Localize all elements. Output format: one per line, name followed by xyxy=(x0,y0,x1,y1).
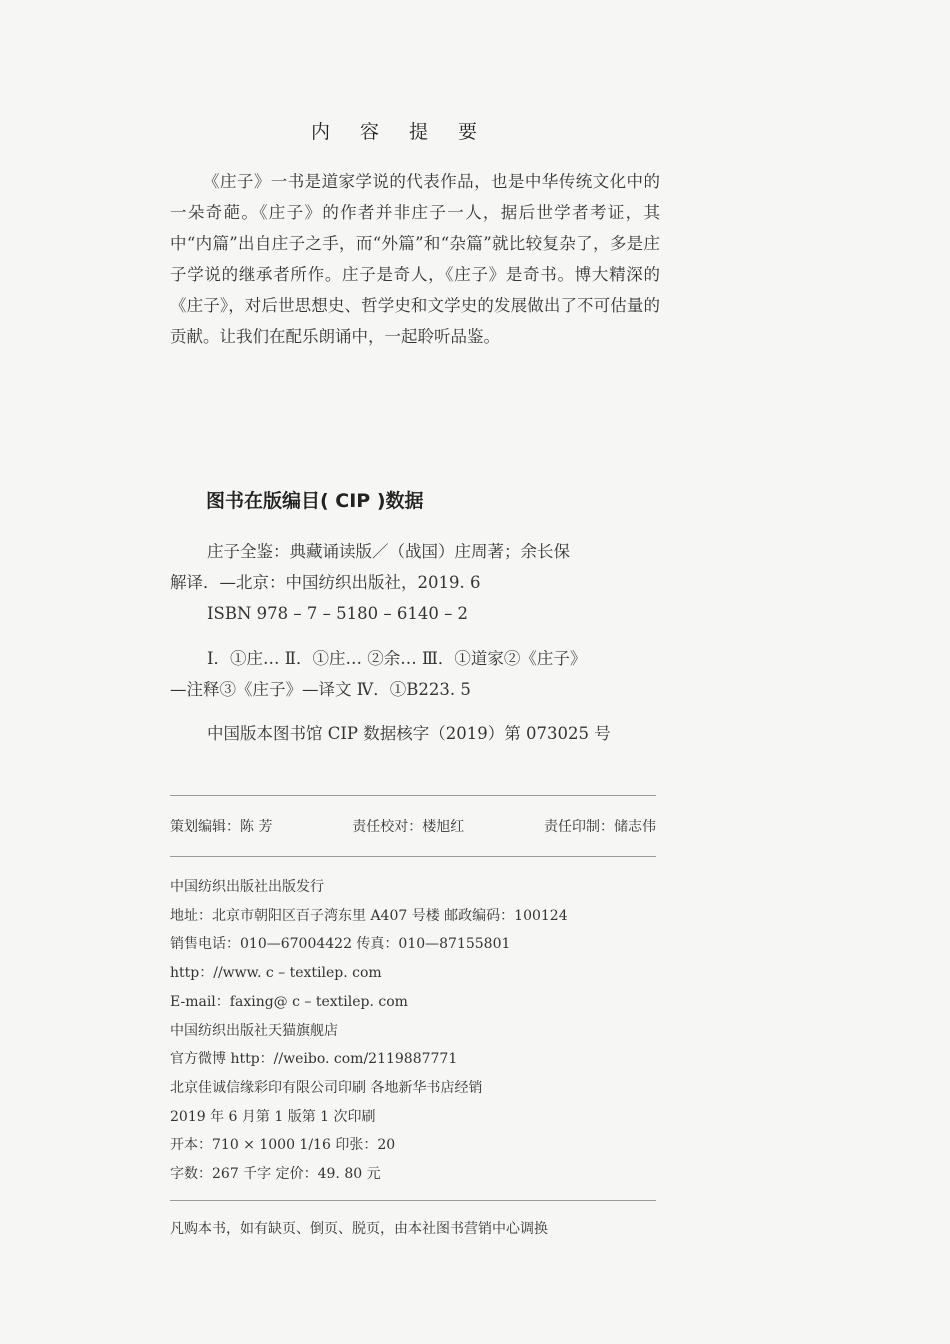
cip-isbn: ISBN 978 – 7 – 5180 – 6140 – 2 xyxy=(207,604,469,623)
imprint-line: 中国纺织出版社天猫旗舰店 xyxy=(170,1022,338,1039)
imprint-line: 开本：710 × 1000 1/16 印张：20 xyxy=(170,1137,396,1154)
divider-bottom xyxy=(170,1200,656,1201)
cip-entry-line1: 庄子全鉴：典藏诵读版／（战国）庄周著；余长保 xyxy=(207,542,570,561)
divider-middle xyxy=(170,856,656,857)
imprint-line: 地址：北京市朝阳区百子湾东里 A407 号楼 邮政编码：100124 xyxy=(170,907,568,924)
imprint-line: 字数：267 千字 定价：49. 80 元 xyxy=(170,1166,381,1183)
planning-editor: 策划编辑：陈 芳 xyxy=(170,819,273,835)
imprint-line: E-mail：faxing@ c – textilep. com xyxy=(170,993,408,1010)
imprint-line: http：//www. c – textilep. com xyxy=(170,965,382,982)
imprint xyxy=(170,873,670,1189)
cip-record-number xyxy=(170,718,680,749)
replacement-notice: 凡购本书，如有缺页、倒页、脱页，由本社图书营销中心调换 xyxy=(170,1221,548,1237)
summary-title: 内 容 提 要 xyxy=(310,121,490,143)
imprint-line: 北京佳诚信缘彩印有限公司印刷 各地新华书店经销 xyxy=(170,1079,483,1096)
imprint-line: 中国纺织出版社出版发行 xyxy=(170,879,324,895)
divider-top xyxy=(170,795,656,796)
cip-entry-line2: 解译．—北京：中国纺织出版社，2019. 6 xyxy=(170,573,481,592)
cip-subject-line2: —注释③《庄子》—译文 Ⅳ．①B223. 5 xyxy=(170,680,471,699)
imprint-line: 销售电话：010—67004422 传真：010—87155801 xyxy=(170,936,511,953)
imprint-line: 官方微博 http：//weibo. com/2119887771 xyxy=(170,1051,458,1068)
cip-entry xyxy=(170,536,680,629)
proofreader: 责任校对：楼旭红 xyxy=(352,819,465,835)
cip-subject xyxy=(170,643,680,705)
print-supervisor: 责任印制：储志伟 xyxy=(543,819,656,835)
staff-row xyxy=(170,816,656,836)
cip-subject-line1: Ⅰ．①庄… Ⅱ．①庄… ②余… Ⅲ．①道家②《庄子》 xyxy=(207,649,587,668)
cip-record-number-text: 中国版本图书馆 CIP 数据核字（2019）第 073025 号 xyxy=(207,724,611,743)
summary-body: 《庄子》一书是道家学说的代表作品，也是中华传统文化中的一朵奇葩。《庄子》的作者并非庄子一人，据后世学者考证，其中“内篇”出自庄子之手，而“外篇”和“杂篇”就比较复杂了，多是庄子学说的继承者所作。庄子是奇人，《庄子》是奇书。博大精深的《庄子》，对后世思想史、哲学史和文学史的发展做出了不可估量的贡献。让我们在配乐朗诵中，一起聆听品鉴。 xyxy=(170,172,660,346)
cip-title: 图书在版编目( CIP )数据 xyxy=(206,490,424,512)
imprint-line: 2019 年 6 月第 1 版第 1 次印刷 xyxy=(170,1108,376,1125)
